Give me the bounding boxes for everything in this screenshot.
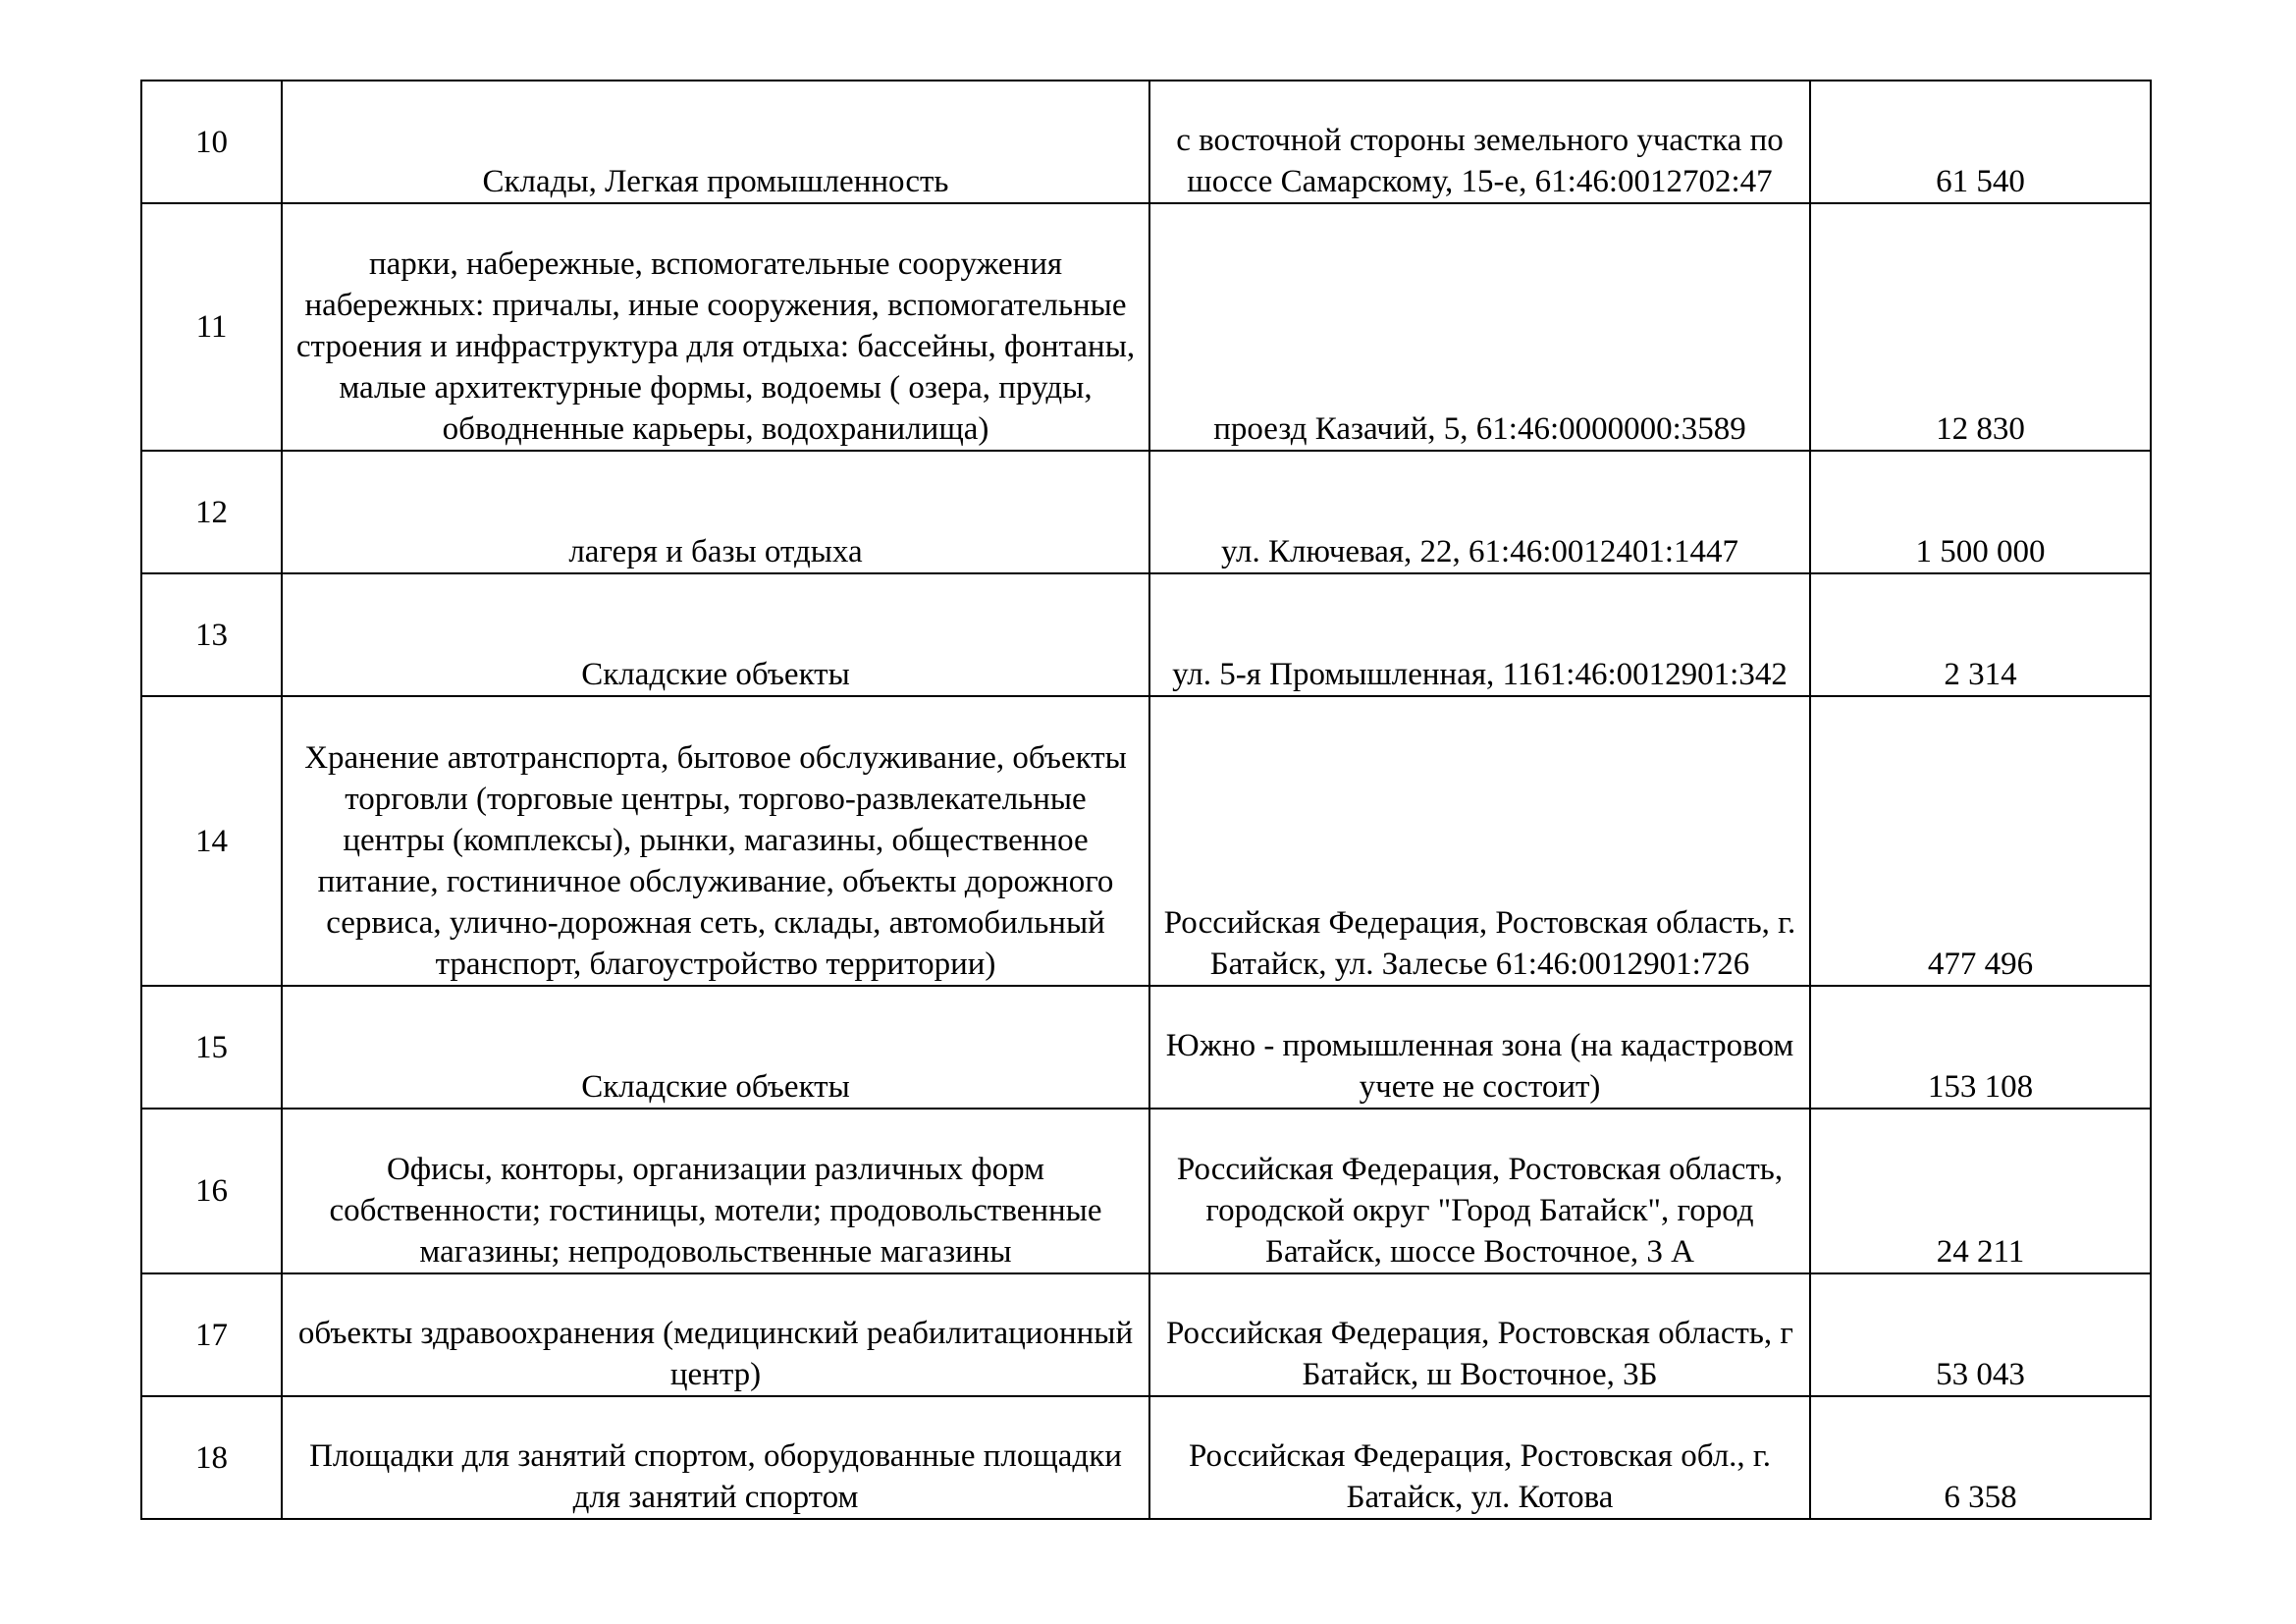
row-number: 15 — [195, 1029, 228, 1065]
area-cell — [1810, 1273, 2151, 1396]
row-number: 12 — [195, 494, 228, 530]
table-row — [141, 1109, 2151, 1273]
area-cell — [1810, 696, 2151, 986]
row-number-cell — [141, 573, 282, 696]
address-text: Южно - промышленная зона (на кадастровом учете не состоит) — [1165, 1028, 1794, 1105]
table-row — [141, 986, 2151, 1109]
area-cell — [1810, 81, 2151, 203]
permitted-use-cell — [282, 81, 1149, 203]
table-row — [141, 1273, 2151, 1396]
permitted-use-cell — [282, 1396, 1149, 1519]
table-row — [141, 696, 2151, 986]
land-plots-table — [140, 80, 2152, 1520]
row-number: 14 — [195, 823, 228, 859]
address-text: Российская Федерация, Ростовская обл., г. Батайск, ул. Котова — [1189, 1438, 1771, 1515]
area-value: 6 358 — [1944, 1480, 2017, 1515]
row-number-cell — [141, 451, 282, 573]
address-text: с восточной стороны земельного участка по шоссе Самарскому, 15-е, 61:46:0012702:47 — [1176, 123, 1784, 199]
permitted-use-text: Офисы, конторы, организации различных форм собственности; гостиницы, мотели; продовольственные магазины; непродовольственные магазины — [329, 1152, 1102, 1270]
row-number-cell — [141, 203, 282, 451]
permitted-use-cell — [282, 1109, 1149, 1273]
table-row — [141, 573, 2151, 696]
area-cell — [1810, 1109, 2151, 1273]
row-number-cell — [141, 986, 282, 1109]
row-number-cell — [141, 1273, 282, 1396]
area-value: 24 211 — [1936, 1234, 2025, 1270]
area-value: 1 500 000 — [1915, 534, 2046, 569]
address-cell — [1149, 696, 1810, 986]
address-cell — [1149, 1273, 1810, 1396]
address-text: ул. 5-я Промышленная, 1161:46:0012901:342 — [1172, 657, 1788, 692]
address-cell — [1149, 81, 1810, 203]
permitted-use-text: объекты здравоохранения (медицинский реабилитационный центр) — [297, 1316, 1134, 1392]
row-number: 18 — [195, 1439, 228, 1476]
table-row — [141, 451, 2151, 573]
permitted-use-text: Площадки для занятий спортом, оборудованные площадки для занятий спортом — [309, 1438, 1122, 1515]
area-cell — [1810, 986, 2151, 1109]
row-number-cell — [141, 81, 282, 203]
permitted-use-text: Складские объекты — [581, 657, 850, 692]
area-cell — [1810, 203, 2151, 451]
address-cell — [1149, 986, 1810, 1109]
area-value: 12 830 — [1936, 411, 2025, 447]
row-number: 17 — [195, 1317, 228, 1353]
permitted-use-cell — [282, 451, 1149, 573]
row-number-cell — [141, 1109, 282, 1273]
table-row — [141, 203, 2151, 451]
row-number-cell — [141, 1396, 282, 1519]
permitted-use-text: лагеря и базы отдыха — [568, 534, 863, 569]
area-value: 53 043 — [1936, 1357, 2025, 1392]
permitted-use-cell — [282, 1273, 1149, 1396]
table-row — [141, 1396, 2151, 1519]
row-number: 13 — [195, 617, 228, 653]
address-text: проезд Казачий, 5, 61:46:0000000:3589 — [1213, 411, 1746, 447]
area-cell — [1810, 573, 2151, 696]
permitted-use-text: Склады, Легкая промышленность — [482, 164, 949, 199]
row-number: 11 — [195, 309, 228, 345]
permitted-use-text: парки, набережные, вспомогательные сооружения набережных: причалы, иные сооружения, вспомогательные строения и инфраструктура для отдыха: бассейны, фонтаны, малые архитектурные формы, водоемы ( озера, пруды, обводненные карьеры, водохранилища) — [295, 246, 1136, 447]
permitted-use-cell — [282, 203, 1149, 451]
table-row — [141, 81, 2151, 203]
address-text: Российская Федерация, Ростовская область, городской округ "Город Батайск", город Батайск, шоссе Восточное, 3 А — [1176, 1152, 1784, 1270]
area-value: 61 540 — [1936, 164, 2025, 199]
row-number-cell — [141, 696, 282, 986]
address-cell — [1149, 1109, 1810, 1273]
address-text: Российская Федерация, Ростовская область, г Батайск, ш Восточное, 3Б — [1166, 1316, 1793, 1392]
address-text: Российская Федерация, Ростовская область, г. Батайск, ул. Залесье 61:46:0012901:726 — [1163, 905, 1796, 982]
address-text: ул. Ключевая, 22, 61:46:0012401:1447 — [1220, 534, 1739, 569]
permitted-use-cell — [282, 696, 1149, 986]
address-cell — [1149, 1396, 1810, 1519]
area-value: 153 108 — [1927, 1069, 2034, 1105]
permitted-use-text: Складские объекты — [581, 1069, 850, 1105]
area-value: 477 496 — [1927, 947, 2034, 982]
address-cell — [1149, 203, 1810, 451]
permitted-use-cell — [282, 986, 1149, 1109]
area-cell — [1810, 1396, 2151, 1519]
address-cell — [1149, 451, 1810, 573]
address-cell — [1149, 573, 1810, 696]
permitted-use-text: Хранение автотранспорта, бытовое обслуживание, объекты торговли (торговые центры, торгово-развлекательные центры (комплексы), рынки, магазины, общественное питание, гостиничное обслуживание, объекты дорожного сервиса, улично-дорожная сеть, склады, автомобильный транспорт, благоустройство территории) — [304, 740, 1127, 982]
row-number: 16 — [195, 1173, 228, 1209]
row-number: 10 — [195, 124, 228, 160]
permitted-use-cell — [282, 573, 1149, 696]
area-value: 2 314 — [1944, 657, 2017, 692]
area-cell — [1810, 451, 2151, 573]
